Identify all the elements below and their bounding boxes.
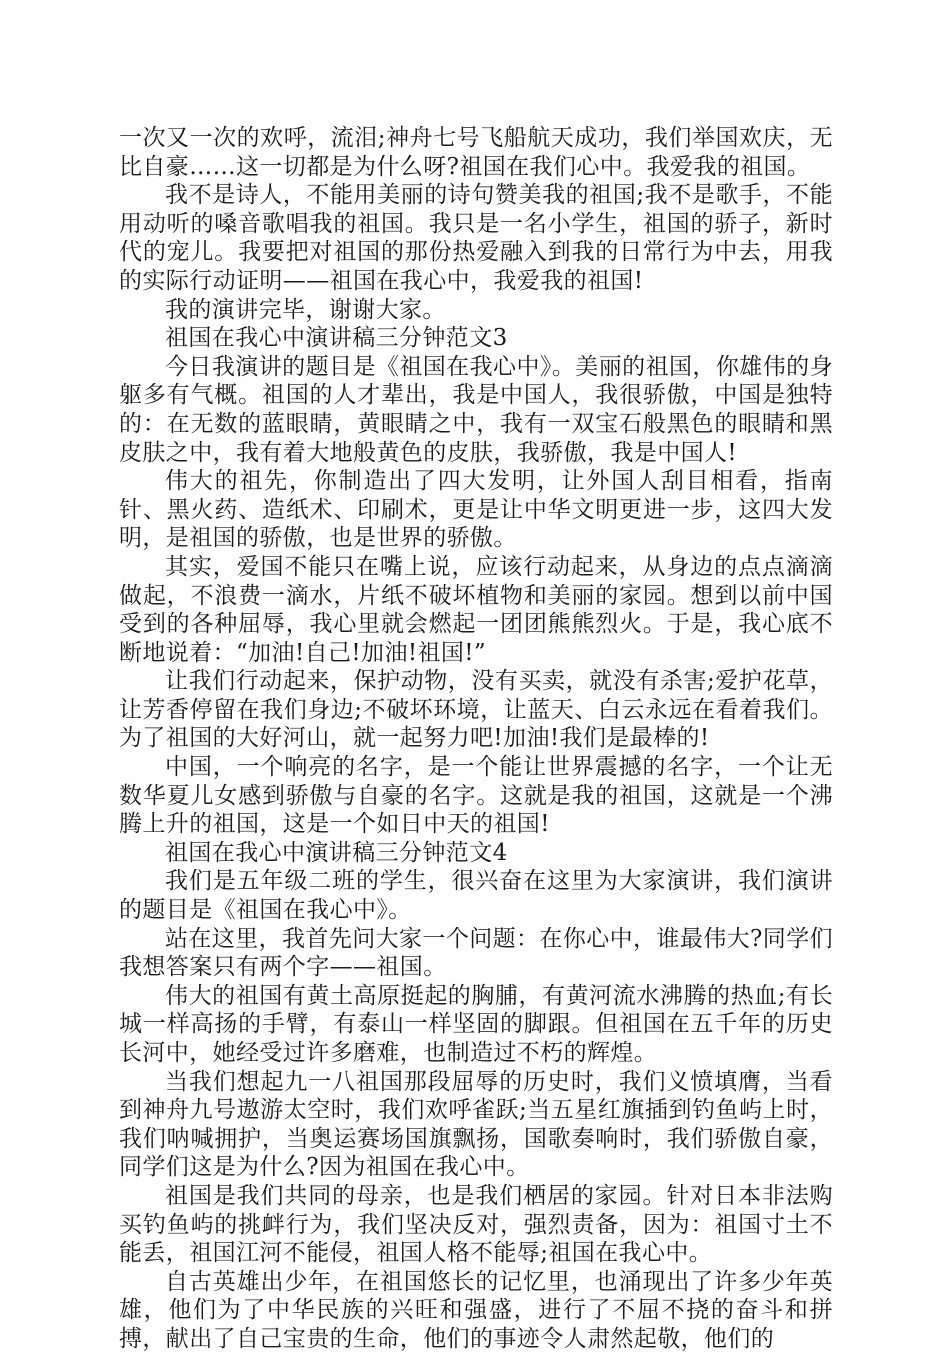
section-heading: 祖国在我心中演讲稿三分钟范文4 xyxy=(165,839,508,866)
paragraph-continuation: 一次又一次的欢呼，流泪;神舟七号飞船航天成功，我们举国欢庆，无比自豪……这一切都是为什么呀?祖国在我们心中。我爱我的祖国。 xyxy=(119,125,833,180)
paragraph: 我的演讲完毕，谢谢大家。 xyxy=(165,296,446,323)
paragraph: 让我们行动起来，保护动物，没有买卖，就没有杀害;爱护花草，让芳香停留在我们身边;不破坏环境，让蓝天、白云永远在看着我们。为了祖国的大好河山，就一起努力吧!加油!我们是最棒的! xyxy=(119,668,833,752)
section-heading: 祖国在我心中演讲稿三分钟范文3 xyxy=(165,325,508,352)
paragraph: 伟大的祖先，你制造出了四大发明，让外国人刮目相看，指南针、黑火药、造纸术、印刷术，更是让中华文明更进一步，这四大发明，是祖国的骄傲，也是世界的骄傲。 xyxy=(119,468,833,552)
paragraph: 我不是诗人，不能用美丽的诗句赞美我的祖国;我不是歌手，不能用动听的嗓音歌唱我的祖国。我只是一名小学生，祖国的骄子，新时代的宠儿。我要把对祖国的那份热爱融入到我的日常行为中去，用我的实际行动证明——祖国在我心中，我爱我的祖国! xyxy=(119,182,833,294)
paragraph: 自古英雄出少年，在祖国悠长的记忆里，也涌现出了许多少年英雄，他们为了中华民族的兴旺和强盛，进行了不屈不挠的奋斗和拼搏，献出了自己宝贵的生命，他们的事迹令人肃然起敬，他们的 xyxy=(119,1268,833,1352)
paragraph: 其实，爱国不能只在嘴上说，应该行动起来，从身边的点点滴滴做起，不浪费一滴水，片纸不破坏植物和美丽的家园。想到以前中国受到的各种屈辱，我心里就会燃起一团团熊熊烈火。于是，我心底不断地说着：“加油!自己!加油!祖国!” xyxy=(119,553,833,666)
paragraph: 伟大的祖国有黄土高原挺起的胸脯，有黄河流水沸腾的热血;有长城一样高扬的手臂，有泰山一样坚固的脚跟。但祖国在五千年的历史长河中，她经受过许多磨难，也制造过不朽的辉煌。 xyxy=(119,982,833,1066)
paragraph: 站在这里，我首先问大家一个问题：在你心中，谁最伟大?同学们我想答案只有两个字——祖国。 xyxy=(119,925,833,981)
paragraph: 中国，一个响亮的名字，是一个能让世界震撼的名字，一个让无数华夏儿女感到骄傲与自豪的名字。这就是我的祖国，这就是一个沸腾上升的祖国，这是一个如日中天的祖国! xyxy=(119,754,833,838)
paragraph: 当我们想起九一八祖国那段屈辱的历史时，我们义愤填膺，当看到神舟九号遨游太空时，我们欢呼雀跃;当五星红旗插到钓鱼屿上时，我们呐喊拥护，当奥运赛场国旗飘扬，国歌奏响时，我们骄傲自豪，同学们这是为什么?因为祖国在我心中。 xyxy=(119,1068,833,1181)
paragraph: 我们是五年级二班的学生，很兴奋在这里为大家演讲，我们演讲的题目是《祖国在我心中》。 xyxy=(119,868,833,924)
paragraph: 祖国是我们共同的母亲，也是我们栖居的家园。针对日本非法购买钓鱼屿的挑衅行为，我们坚决反对，强烈责备，因为：祖国寸土不能丢，祖国江河不能侵，祖国人格不能辱;祖国在我心中。 xyxy=(119,1182,833,1267)
paragraph: 今日我演讲的题目是《祖国在我心中》。美丽的祖国，你雄伟的身躯多有气概。祖国的人才辈出，我是中国人，我很骄傲，中国是独特的：在无数的蓝眼睛，黄眼睛之中，我有一双宝石般黑色的眼睛和黑皮肤之中，我有着大地般黄色的皮肤，我骄傲，我是中国人! xyxy=(119,353,833,466)
document-page xyxy=(119,124,833,1354)
